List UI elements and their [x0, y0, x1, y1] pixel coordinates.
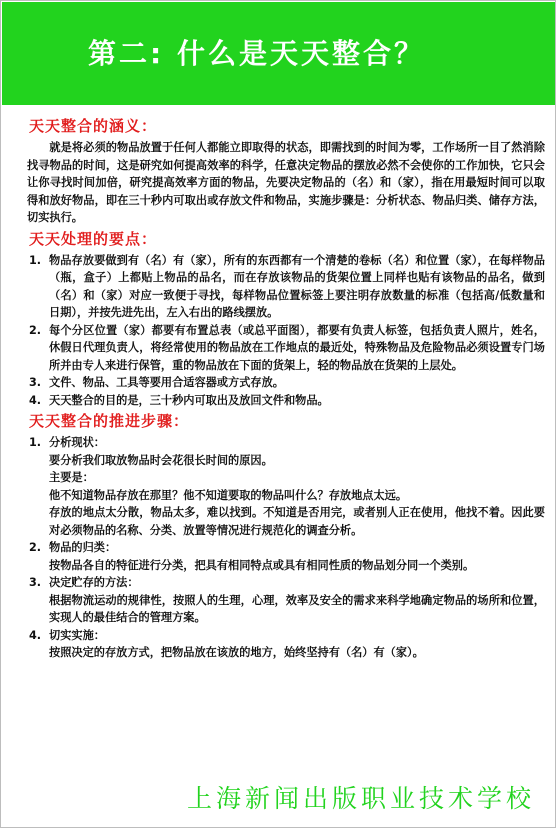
item-text: 天天整合的目的是，三十秒内可取出及放回文件和物品。 [49, 393, 329, 407]
step-line: 要分析我们取放物品时会花很长时间的原因。 [49, 453, 273, 467]
steps-list [29, 434, 545, 662]
school-name: 上海新闻出版职业技术学校 [187, 784, 536, 813]
step-line: 按照决定的存放方式，把物品放在该放的地方，始终坚持有（名）有（家）。 [49, 646, 424, 659]
item-number: 4. [29, 393, 42, 407]
section-heading-steps: 天天整合的推进步骤： [29, 412, 190, 430]
step-line: 他不知道物品存放在那里？他不知道要取的物品叫什么？存放地点太远。 [49, 488, 408, 502]
list-item [29, 392, 545, 410]
item-number: 3. [29, 376, 42, 389]
step-number: 2. [29, 541, 42, 554]
step-number: 1. [29, 436, 42, 449]
section-heading-key-points: 天天处理的要点： [29, 229, 158, 248]
step-number: 4. [29, 628, 42, 642]
step-title: 切实实施： [49, 628, 105, 642]
step-title: 决定贮存的方法： [49, 576, 139, 589]
list-item [29, 322, 545, 375]
step-title: 物品的归类： [49, 541, 117, 554]
page-title: 第二: 什么是天天整合？ [88, 37, 425, 70]
step-title-row [29, 539, 545, 557]
item-number: 2. [29, 323, 42, 337]
meaning-paragraph: 就是将必须的物品放置于任何人都能立即取得的状态，即需找到的时间为零，工作场所一目了然消除找寻物品的时间，这是研究如何提高效率的科学，任意决定物品的摆放必然不会使你的工作加快，它只会让你寻找时间加倍，研究提高效率方面的物品，先要决定物品的（名）和（家），指在用最短时间可以取得和放好物品，即在三十秒内可取出或存放文件和物品，实施步骤是：分析状态、物品归类、储存方法，切实执行。 [27, 141, 545, 224]
item-text: 每个分区位置（家）都要有布置总表（或总平面图），都要有负责人标签，包括负责人照片，姓名，休假日代理负责人，将经常使用的物品放在工作地点的最近处，特殊物品及危险物品必须设置专门场所并由专人来进行保管，重的物品放在下面的货架上，轻的物品放在货架的上层处。 [49, 323, 545, 372]
step-title-row [29, 574, 545, 592]
list-item [29, 374, 545, 392]
section-heading-meaning: 天天整合的涵义： [29, 117, 158, 135]
list-item [29, 252, 545, 322]
step-number: 3. [29, 576, 42, 589]
step-title: 分析现状： [49, 436, 105, 449]
step-title-row [29, 434, 545, 452]
step-line: 根据物流运动的规律性，按照人的生理，心理，效率及安全的需求来科学地确定物品的场所和位置，实现人的最佳结合的管理方案。 [49, 593, 545, 624]
item-text: 物品存放要做到有（名）有（家），所有的东西都有一个清楚的卷标（名）和位置（家），在每样物品（瓶，盒子）上都贴上物品的品名，而在存放该物品的货架位置上同样也贴有该物品的品名，做到（名）和（家）对应一致便于寻找，每样物品位置标签上要注明存放数量的标准（包括高/低数量和日期），并按先进先出，左入右出的路线摆放。 [49, 253, 545, 319]
poster-body [29, 117, 545, 662]
step-title-row [29, 627, 545, 645]
title-banner [2, 2, 555, 105]
step-line: 主要是： [49, 471, 94, 484]
item-number: 1. [29, 253, 42, 267]
step-line: 存放的地点太分散，物品太多，难以找到。不知道是否用完，或者别人正在使用，他找不着。因此要对必须物品的名称、分类、放置等情况进行规范化的调查分析。 [49, 506, 545, 537]
step-line: 按物品各自的特征进行分类，把具有相同特点或具有相同性质的物品划分同一个类别。 [49, 558, 475, 572]
item-text: 文件、物品、工具等要用合适容器或方式存放。 [49, 376, 284, 389]
key-points-list [29, 252, 545, 410]
